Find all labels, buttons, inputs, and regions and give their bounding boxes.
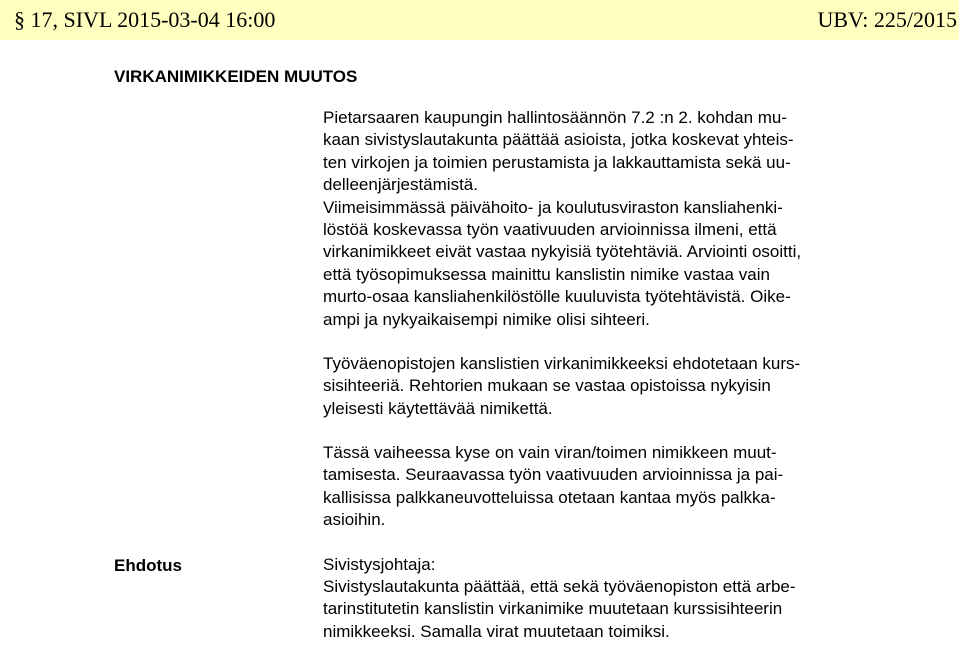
text-line: Sivistysjohtaja: — [323, 554, 436, 574]
text-line: löstöä koskevassa työn vaativuuden arvioinnissa ilmeni, että — [323, 219, 777, 239]
text-line: delleenjärjestämistä. — [323, 175, 478, 195]
paragraph-spacer — [323, 331, 953, 353]
text-line: ten virkojen ja toimien perustamista ja lakkauttamista sekä uu- — [323, 152, 791, 172]
text-line: Sivistyslautakunta päättää, että sekä työväenopiston että arbe- — [323, 577, 796, 597]
text-line: yleisesti käytettävää nimikettä. — [323, 398, 553, 418]
text-line: murto-osaa kansliahenkilöstölle kuuluvista työtehtävistä. Oike- — [323, 287, 791, 307]
text-line: nimikkeeksi. Samalla virat muutetaan toimiksi. — [323, 621, 670, 641]
text-line: kaan sivistyslautakunta päättää asioista, jotka koskevat yhteis- — [323, 130, 794, 150]
text-line: että työsopimuksessa mainittu kanslistin nimike vastaa vain — [323, 264, 770, 284]
paragraph-spacer — [323, 532, 953, 554]
text-line: virkanimikkeet eivät vastaa nykyisiä työtehtäviä. Arviointi osoitti, — [323, 242, 802, 262]
text-line: tarinstitutetin kanslistin virkanimike muutetaan kurssisihteerin — [323, 599, 783, 619]
text-line: Viimeisimmässä päivähoito- ja koulutusviraston kansliahenki- — [323, 197, 783, 217]
text-line: sisihteeriä. Rehtorien mukaan se vastaa opistoissa nykyisin — [323, 376, 771, 396]
paragraph-background — [323, 107, 953, 331]
document-body — [323, 107, 953, 643]
text-line: kallisissa palkkaneuvotteluissa otetaan kantaa myös palkka- — [323, 487, 776, 507]
document-header — [0, 0, 959, 40]
paragraph-decision-proposal — [323, 554, 953, 644]
paragraph-title-proposal — [323, 353, 953, 420]
text-line: Työväenopistojen kanslistien virkanimikkeeksi ehdotetaan kurs- — [323, 353, 801, 373]
text-line: Pietarsaaren kaupungin hallintosäännön 7.2 :n 2. kohdan mu- — [323, 108, 788, 127]
text-line: tamisesta. Seuraavassa työn vaativuuden arvioinnissa ja pai- — [323, 465, 784, 485]
section-title: VIRKANIMIKKEIDEN MUUTOS — [114, 67, 358, 86]
text-line: asioihin. — [323, 510, 386, 530]
text-line: ampi ja nykyaikaisempi nimike olisi sihteeri. — [323, 309, 650, 329]
header-section-reference: § 17, SIVL 2015-03-04 16:00 — [14, 7, 276, 32]
text-line: Tässä vaiheessa kyse on vain viran/toimen nimikkeen muut- — [323, 443, 777, 463]
paragraph-spacer — [323, 420, 953, 442]
proposal-label: Ehdotus — [114, 556, 182, 575]
header-case-number: UBV: 225/2015 — [817, 7, 957, 32]
paragraph-scope — [323, 442, 953, 532]
